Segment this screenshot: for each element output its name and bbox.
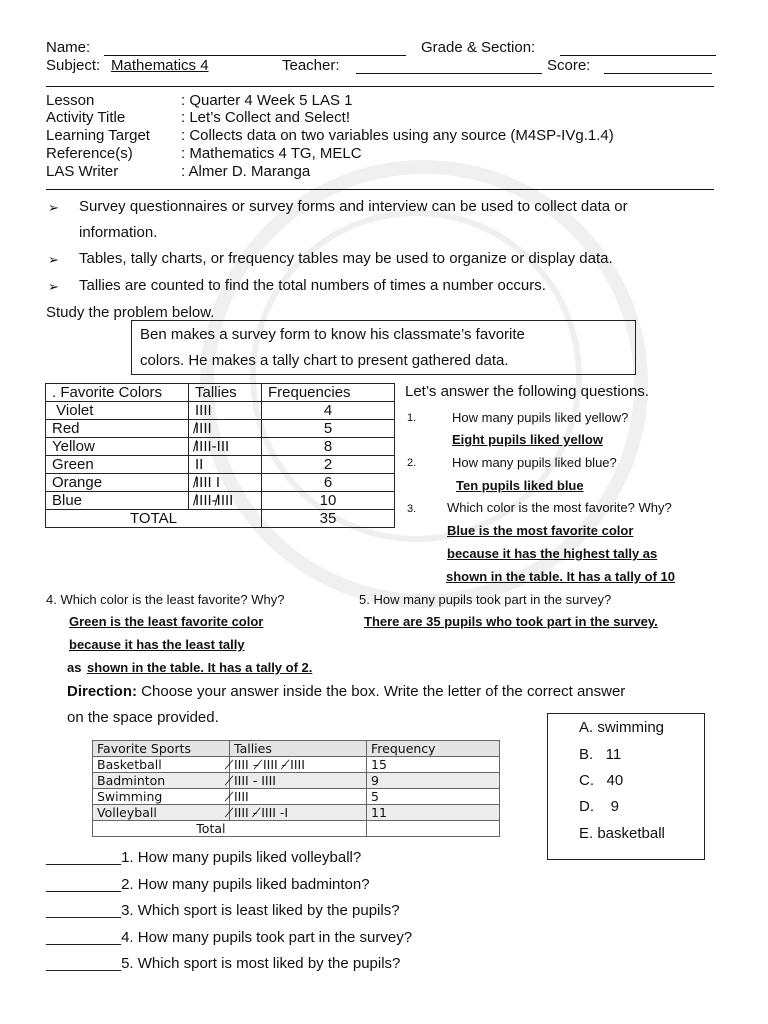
answer-blank[interactable]: _________: [46, 929, 122, 946]
frequency-cell: 11: [367, 805, 500, 821]
info-label: LAS Writer: [46, 163, 119, 180]
favorite-sports-table: [92, 740, 500, 837]
tally-cell: II: [189, 456, 262, 474]
answer-text: shown in the table. It has a tally of 10: [446, 569, 675, 584]
tally-cell: ̸IIII-III: [189, 438, 262, 456]
table-header-row: [93, 741, 500, 757]
teacher-blank: [356, 73, 542, 74]
frequency-cell: 15: [367, 757, 500, 773]
score-label: Score:: [547, 57, 591, 74]
choice-option: A. swimming: [579, 719, 665, 736]
tally-cell: ̸IIII - ̸IIII -I: [230, 805, 367, 821]
answer-blank[interactable]: _________: [46, 902, 122, 919]
subject-value: Mathematics 4: [111, 57, 209, 74]
table-row: [46, 402, 395, 420]
sport-cell: Swimming: [93, 789, 230, 805]
choice-option: C. 40: [579, 772, 624, 789]
answer-text: Green is the least favorite color: [69, 614, 264, 629]
study-text: Study the problem below.: [46, 304, 215, 321]
exercise-question: 2. How many pupils liked badminton?: [121, 876, 370, 893]
exercise-question: 1. How many pupils liked volleyball?: [121, 849, 362, 866]
tally-cell: ̸IIII - IIII: [230, 773, 367, 789]
frequency-cell: 9: [367, 773, 500, 789]
questions-intro: Let’s answer the following questions.: [405, 383, 650, 400]
frequency-cell: 6: [262, 474, 395, 492]
table-header: Frequency: [367, 741, 500, 757]
tally-cell: ̸IIII – ̸IIII - ̸IIII: [230, 757, 367, 773]
info-label: Activity Title: [46, 109, 126, 126]
info-value: : Almer D. Maranga: [181, 163, 311, 180]
question-text: How many pupils liked blue?: [452, 455, 617, 470]
frequency-cell: 4: [262, 402, 395, 420]
table-row: [46, 438, 395, 456]
table-header: Tallies: [230, 741, 367, 757]
divider: [46, 189, 714, 190]
tally-cell: ̸IIII: [230, 789, 367, 805]
question-text: How many pupils liked yellow?: [452, 410, 629, 425]
table-header-row: [46, 384, 395, 402]
color-cell: Orange: [46, 474, 189, 492]
table-row: [93, 757, 500, 773]
exercise-item: [46, 902, 400, 919]
color-cell: Red: [46, 420, 189, 438]
direction-label: Direction:: [67, 683, 138, 700]
answer-text: shown in the table. It has a tally of 2.: [87, 660, 313, 675]
problem-text: colors. He makes a tally chart to present gathered data.: [140, 352, 509, 369]
divider: [46, 86, 714, 87]
table-row: [46, 420, 395, 438]
answer-text: Blue is the most favorite color: [447, 523, 634, 538]
arrow-bullet-icon: ➢: [48, 200, 59, 215]
info-value: : Quarter 4 Week 5 LAS 1: [181, 92, 353, 109]
color-cell: Violet: [46, 402, 189, 420]
total-value: 35: [262, 510, 395, 528]
info-value: : Mathematics 4 TG, MELC: [181, 145, 362, 162]
bullet-text: Tallies are counted to find the total numbers of times a number occurs.: [79, 277, 546, 294]
direction-text: [67, 683, 625, 700]
sport-cell: Badminton: [93, 773, 230, 789]
exercise-item: [46, 876, 370, 893]
question-number: 2.: [407, 457, 417, 469]
exercise-question: 4. How many pupils took part in the survey?: [121, 929, 413, 946]
choice-option: D. 9: [579, 798, 620, 815]
bullet-text: information.: [79, 224, 158, 241]
table-row: [46, 474, 395, 492]
answer-prefix: as: [67, 660, 82, 675]
exercise-question: 5. Which sport is most liked by the pupils?: [121, 955, 401, 972]
exercise-item: [46, 849, 361, 866]
question-number: 1.: [407, 412, 417, 424]
table-total-row: [93, 821, 500, 837]
direction-instruction: Choose your answer inside the box. Write the letter of the correct answer: [137, 683, 626, 700]
sport-cell: Basketball: [93, 757, 230, 773]
color-cell: Blue: [46, 492, 189, 510]
total-label: Total: [93, 821, 230, 837]
exercise-item: [46, 929, 412, 946]
exercise-item: [46, 955, 400, 972]
subject-label: Subject:: [46, 57, 101, 74]
table-total-row: [46, 510, 395, 528]
tally-cell: ̸IIII: [189, 420, 262, 438]
score-blank: [604, 73, 712, 74]
table-row: [46, 492, 395, 510]
name-blank: [104, 55, 406, 56]
grade-label: Grade & Section:: [421, 39, 536, 56]
question-number: 3.: [407, 503, 417, 515]
question-text: Which color is the most favorite? Why?: [447, 500, 672, 515]
answer-text: because it has the least tally: [69, 637, 245, 652]
sport-cell: Volleyball: [93, 805, 230, 821]
info-value: : Let’s Collect and Select!: [181, 109, 350, 126]
table-row: [46, 456, 395, 474]
total-spacer: [230, 821, 367, 837]
grade-blank: [560, 55, 716, 56]
table-header: Frequencies: [262, 384, 395, 402]
frequency-cell: 5: [262, 420, 395, 438]
answer-text: Eight pupils liked yellow: [452, 432, 603, 447]
table-header: Favorite Sports: [93, 741, 230, 757]
bullet-text: Tables, tally charts, or frequency tables may be used to organize or display data.: [79, 250, 613, 267]
question-text: 5. How many pupils took part in the survey?: [359, 592, 612, 607]
color-cell: Green: [46, 456, 189, 474]
choice-option: E. basketball: [579, 825, 665, 842]
info-label: Learning Target: [46, 127, 150, 144]
tally-cell: ̸IIII-̸IIII: [189, 492, 262, 510]
frequency-cell: 10: [262, 492, 395, 510]
tally-cell: IIII: [189, 402, 262, 420]
problem-text: Ben makes a survey form to know his classmate’s favorite: [140, 326, 525, 343]
answer-blank[interactable]: _________: [46, 849, 122, 866]
info-label: Reference(s): [46, 145, 133, 162]
question-text: 4. Which color is the least favorite? Why?: [46, 592, 285, 607]
color-cell: Yellow: [46, 438, 189, 456]
teacher-label: Teacher:: [282, 57, 340, 74]
table-row: [93, 805, 500, 821]
arrow-bullet-icon: ➢: [48, 279, 59, 294]
total-label: TOTAL: [46, 510, 262, 528]
answer-text: There are 35 pupils who took part in the survey.: [364, 614, 658, 629]
answer-blank[interactable]: _________: [46, 876, 122, 893]
table-header: Tallies: [189, 384, 262, 402]
exercise-question: 3. Which sport is least liked by the pupils?: [121, 902, 400, 919]
direction-instruction: on the space provided.: [67, 709, 219, 726]
table-row: [93, 773, 500, 789]
answer-blank[interactable]: _________: [46, 955, 122, 972]
tally-cell: ̸IIII I: [189, 474, 262, 492]
favorite-colors-table: [45, 383, 395, 528]
answer-text: Ten pupils liked blue: [456, 478, 584, 493]
info-label: Lesson: [46, 92, 95, 109]
total-value: [367, 821, 500, 837]
arrow-bullet-icon: ➢: [48, 252, 59, 267]
frequency-cell: 2: [262, 456, 395, 474]
table-header: . Favorite Colors: [46, 384, 189, 402]
name-label: Name:: [46, 39, 91, 56]
frequency-cell: 8: [262, 438, 395, 456]
answer-text: because it has the highest tally as: [447, 546, 658, 561]
info-value: : Collects data on two variables using any source (M4SP-IVg.1.4): [181, 127, 614, 144]
table-row: [93, 789, 500, 805]
choice-option: B. 11: [579, 746, 622, 763]
bullet-text: Survey questionnaires or survey forms and interview can be used to collect data or: [79, 198, 628, 215]
frequency-cell: 5: [367, 789, 500, 805]
